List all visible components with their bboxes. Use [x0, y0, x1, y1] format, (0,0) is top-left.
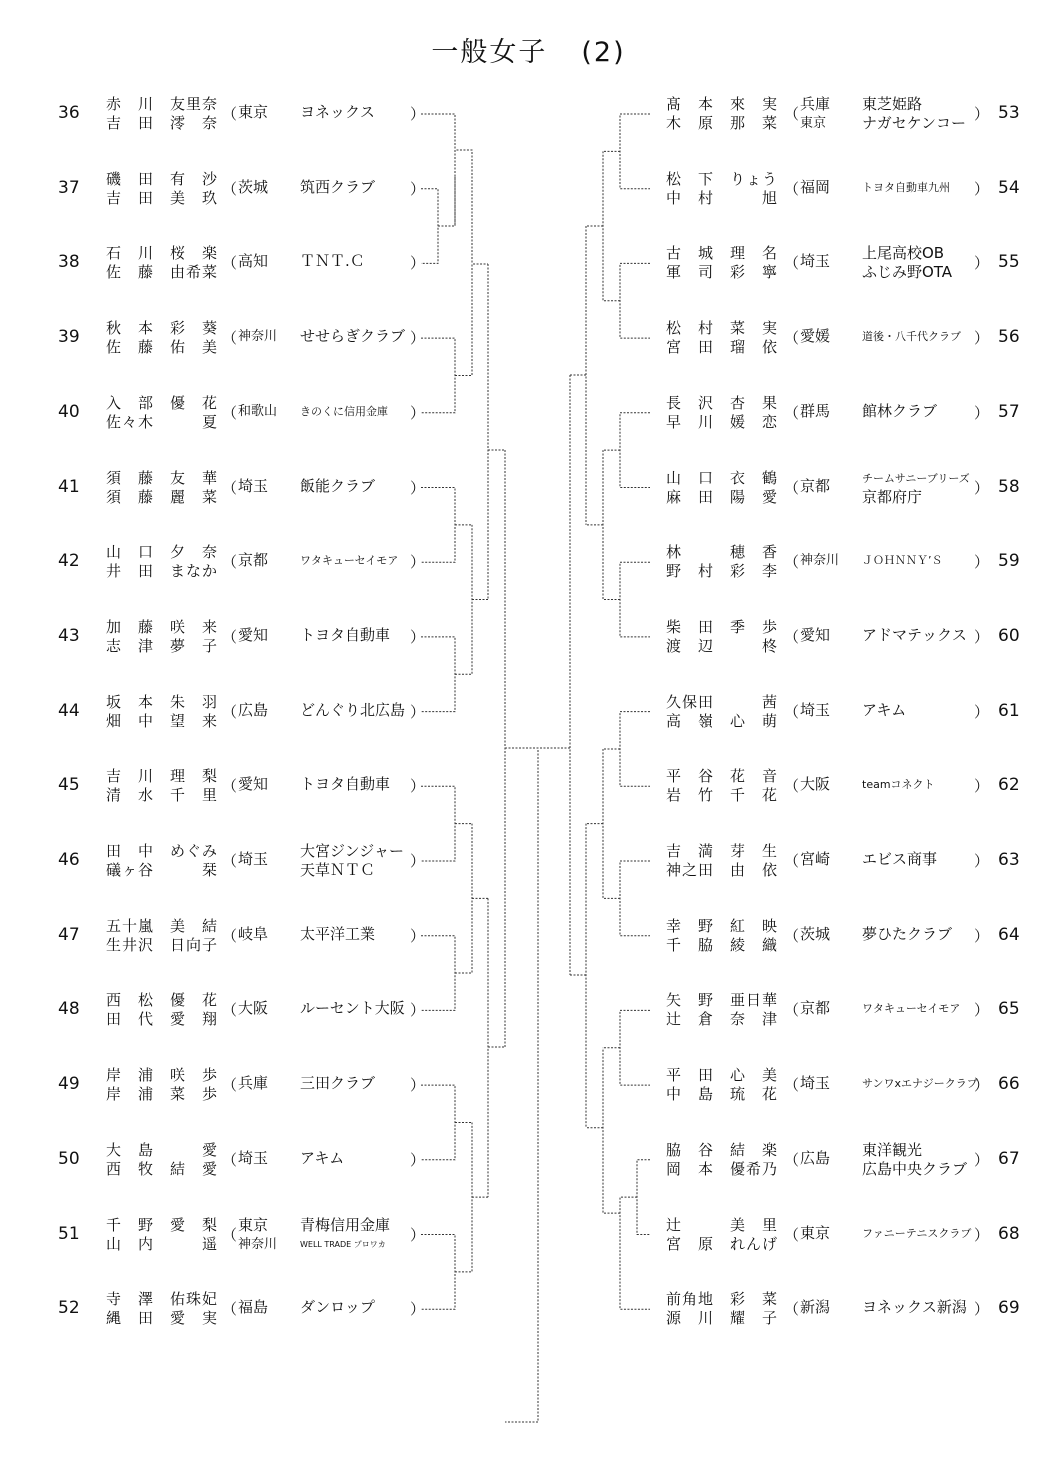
- player-name-1: 久保田 茜: [666, 692, 779, 711]
- paren-open: （: [784, 553, 800, 572]
- club-1: 飯能クラブ: [300, 476, 376, 495]
- player-name-2: 千 脇 綾 織: [666, 935, 779, 954]
- seed-number: 62: [998, 775, 1020, 796]
- prefecture-1: 広島: [238, 700, 269, 719]
- player-name-1: 千 野 愛 梨: [106, 1215, 219, 1234]
- player-name-2: 辻 倉 奈 津: [666, 1010, 779, 1029]
- club-1: エビス商事: [862, 850, 938, 868]
- bracket-l-37-38: [421, 189, 438, 264]
- paren-close: ）: [410, 179, 426, 198]
- paren-open: （: [222, 329, 238, 348]
- player-name-1: 田 中 めぐみ: [106, 842, 219, 860]
- player-name-2: 佐々木 夏: [106, 412, 219, 431]
- seed-number: 64: [998, 924, 1020, 945]
- paren-close: ）: [410, 403, 426, 422]
- club-1: 道後・八千代クラブ: [862, 330, 961, 344]
- paren-open: （: [222, 1076, 238, 1095]
- seed-number: 69: [998, 1298, 1020, 1319]
- paren-open: （: [222, 777, 238, 796]
- prefecture-1: 群馬: [800, 401, 831, 420]
- paren-open: （: [222, 627, 238, 646]
- bracket-l-s1: [488, 264, 505, 600]
- paren-close: ）: [410, 1300, 426, 1319]
- seed-number: 66: [998, 1074, 1020, 1095]
- player-name-1: 岸 浦 咲 歩: [106, 1066, 219, 1085]
- prefecture-1: 埼玉: [238, 1148, 269, 1167]
- paren-close: ）: [974, 777, 990, 796]
- prefecture-1: 高知: [238, 252, 269, 271]
- paren-open: （: [222, 254, 238, 273]
- club-1: せせらぎクラブ: [300, 327, 406, 346]
- prefecture-1: 愛知: [800, 625, 831, 644]
- bracket-r-57-58: [620, 413, 650, 488]
- club-2: 天草ＮＴＣ: [300, 861, 376, 879]
- player-name-1: 辻 美 里: [666, 1215, 779, 1234]
- bracket-r-final: [538, 375, 570, 975]
- player-name-1: 長 沢 杏 果: [666, 393, 779, 412]
- seed-number: 40: [58, 401, 80, 422]
- player-name-1: 坂 本 朱 羽: [106, 692, 219, 711]
- club-1: アキム: [300, 1148, 345, 1167]
- player-name-2: 中 村 旭: [666, 188, 779, 207]
- club-1: 筑西クラブ: [300, 177, 376, 196]
- player-name-1: 吉 満 芽 生: [666, 842, 779, 860]
- player-name-2: 源 川 耀 子: [666, 1309, 779, 1328]
- club-2: ふじみ野OTA: [862, 263, 953, 282]
- paren-open: （: [784, 1150, 800, 1169]
- player-name-2: 志 津 夢 子: [106, 636, 219, 655]
- paren-open: （: [784, 926, 800, 945]
- prefecture-1: 東京: [238, 1215, 269, 1234]
- bracket-r-s1: [570, 226, 586, 525]
- player-name-2: 軍 司 彩 寧: [666, 263, 779, 282]
- paren-close: ）: [410, 777, 426, 796]
- bracket-r-63-64: [620, 861, 650, 936]
- club-1: ダンロップ: [300, 1298, 375, 1317]
- paren-open: （: [222, 478, 238, 497]
- prefecture-1: 兵庫: [238, 1074, 269, 1093]
- player-name-2: 野 村 彩 李: [666, 562, 779, 581]
- paren-close: ）: [410, 852, 426, 870]
- player-name-1: 矢 野 亜日華: [666, 991, 779, 1010]
- prefecture-1: 埼玉: [238, 476, 269, 495]
- player-name-1: 五十嵐 美 結: [106, 916, 219, 935]
- club-2: ナガセケンコー: [862, 114, 966, 132]
- paren-open: （: [784, 254, 800, 273]
- player-name-2: 岸 浦 菜 歩: [106, 1085, 219, 1104]
- bracket-l-45-46: [421, 786, 455, 861]
- title-main: 一般女子: [431, 37, 548, 68]
- seed-number: 68: [998, 1223, 1020, 1244]
- bracket-r-65-66: [620, 1010, 650, 1085]
- bracket-r-59-60: [620, 562, 650, 637]
- prefecture-1: 福岡: [800, 177, 831, 196]
- seed-number: 36: [58, 103, 80, 123]
- seed-number: 45: [58, 775, 80, 796]
- club-1: チームサニーブリーズ: [862, 471, 970, 485]
- bracket-r-53-54: [620, 114, 650, 189]
- club-1: 夢ひたクラブ: [862, 924, 953, 943]
- paren-open: （: [784, 403, 800, 422]
- prefecture-1: 埼玉: [800, 1074, 831, 1093]
- bracket-l-39-40: [421, 338, 455, 413]
- seed-number: 54: [998, 177, 1020, 198]
- bracket-l-q1: [438, 150, 472, 264]
- bracket-r-69: [620, 1197, 650, 1309]
- player-name-2: 生井沢 日向子: [106, 935, 219, 954]
- club-1: 東洋観光: [862, 1140, 923, 1159]
- paren-open: （: [784, 852, 800, 870]
- bracket-l-q4: [455, 525, 488, 674]
- paren-open: （: [222, 852, 238, 870]
- paren-open: （: [784, 478, 800, 497]
- paren-close: ）: [410, 553, 426, 572]
- prefecture-1: 愛媛: [800, 327, 831, 346]
- bracket-l-s2: [488, 898, 505, 1197]
- bracket-r-q8: [586, 1048, 620, 1213]
- player-name-1: 平 田 心 美: [666, 1066, 779, 1085]
- player-name-2: 渡 辺 柊: [666, 636, 779, 655]
- prefecture-1: 東京: [238, 103, 269, 121]
- player-name-2: 吉 田 美 玖: [106, 188, 219, 207]
- player-name-2: 縄 田 愛 実: [106, 1309, 219, 1328]
- bracket-r-s2: [570, 824, 586, 1128]
- prefecture-1: 愛知: [238, 625, 269, 644]
- seed-number: 44: [58, 700, 80, 721]
- paren-close: ）: [410, 702, 426, 721]
- seed-number: 60: [998, 625, 1020, 646]
- club-2: 京都府庁: [862, 487, 923, 506]
- paren-open: （: [784, 1076, 800, 1095]
- prefecture-2: 神奈川: [238, 1236, 278, 1252]
- club-1: サンワxエナジークラブ: [862, 1077, 978, 1091]
- player-name-2: 清 水 千 里: [106, 786, 219, 805]
- paren-open: （: [784, 702, 800, 721]
- prefecture-1: 京都: [800, 999, 831, 1018]
- player-name-1: 古 城 理 名: [666, 244, 779, 263]
- bracket-l-49-50: [421, 1085, 455, 1160]
- paren-open: （: [222, 105, 238, 123]
- player-name-2: 岡 本 優希乃: [666, 1159, 779, 1178]
- player-name-2: 麻 田 陽 愛: [666, 487, 779, 506]
- prefecture-1: 福島: [238, 1298, 269, 1317]
- player-name-1: 松 下 りょう: [666, 169, 779, 188]
- paren-close: ）: [410, 478, 426, 497]
- club-1: 太平洋工業: [300, 924, 376, 943]
- prefecture-1: 東京: [800, 1223, 831, 1242]
- paren-open: （: [222, 1225, 238, 1244]
- bracket-l-q6: [455, 824, 488, 973]
- club-1: ワタキューセイモア: [862, 1002, 961, 1016]
- seed-number: 56: [998, 327, 1020, 348]
- paren-close: ）: [974, 1225, 990, 1244]
- seed-number: 37: [58, 177, 80, 198]
- player-name-2: 中 島 琉 花: [666, 1085, 779, 1104]
- club-1: ワタキューセイモア: [300, 554, 399, 568]
- paren-close: ）: [974, 179, 990, 198]
- prefecture-1: 大阪: [238, 999, 269, 1018]
- club-1: 東芝姫路: [862, 95, 923, 113]
- seed-number: 47: [58, 924, 80, 945]
- prefecture-1: 茨城: [800, 924, 831, 943]
- paren-close: ）: [974, 254, 990, 273]
- prefecture-1: 京都: [800, 476, 831, 495]
- player-name-2: 高 嶺 心 萌: [666, 711, 779, 730]
- player-name-1: 加 藤 咲 来: [106, 617, 219, 636]
- paren-close: ）: [974, 403, 990, 422]
- paren-open: （: [784, 105, 800, 123]
- club-1: トヨタ自動車九州: [862, 180, 950, 194]
- prefecture-1: 広島: [800, 1148, 831, 1167]
- prefecture-1: 埼玉: [800, 252, 831, 271]
- bracket-r-q4: [586, 450, 620, 599]
- club-2: WELL TRADE プロワカ: [300, 1239, 386, 1249]
- seed-number: 46: [58, 850, 80, 870]
- paren-close: ）: [974, 926, 990, 945]
- club-1: トヨタ自動車: [300, 625, 391, 644]
- paren-close: ）: [410, 329, 426, 348]
- bracket-l-q8: [455, 1122, 488, 1271]
- paren-open: （: [784, 1300, 800, 1319]
- player-name-1: 髙 本 來 実: [666, 95, 779, 113]
- paren-open: （: [222, 1300, 238, 1319]
- paren-close: ）: [974, 1300, 990, 1319]
- club-1: ＪＯＨＮＮＹ’Ｓ: [862, 554, 943, 568]
- paren-open: （: [784, 179, 800, 198]
- bracket-l-43-44: [421, 637, 455, 712]
- player-name-2: 佐 藤 佑 美: [106, 338, 219, 357]
- seed-number: 67: [998, 1148, 1020, 1169]
- club-1: ヨネックス新潟: [862, 1298, 967, 1317]
- seed-number: 55: [998, 252, 1020, 273]
- bracket-r-q6: [586, 749, 620, 898]
- paren-open: （: [222, 702, 238, 721]
- club-1: 大宮ジンジャー: [300, 842, 404, 860]
- paren-close: ）: [974, 702, 990, 721]
- paren-open: （: [222, 926, 238, 945]
- seed-number: 57: [998, 401, 1020, 422]
- player-name-1: 入 部 優 花: [106, 393, 219, 412]
- seed-number: 42: [58, 551, 80, 572]
- seed-number: 52: [58, 1298, 80, 1319]
- prefecture-1: 京都: [238, 551, 269, 570]
- paren-open: （: [222, 1001, 238, 1020]
- player-name-2: 佐 藤 由希菜: [106, 263, 219, 282]
- prefecture-1: 埼玉: [800, 700, 831, 719]
- player-name-2: 早 川 媛 恋: [666, 412, 779, 431]
- bracket-r-67-68: [637, 1160, 650, 1235]
- club-1: 青梅信用金庫: [300, 1215, 391, 1234]
- prefecture-1: 新潟: [800, 1298, 831, 1317]
- prefecture-1: 大阪: [800, 775, 831, 794]
- player-name-2: 宮 田 瑠 依: [666, 338, 779, 357]
- paren-open: （: [784, 1225, 800, 1244]
- bracket-l-51-52: [421, 1235, 455, 1310]
- seed-number: 41: [58, 476, 80, 497]
- prefecture-1: 兵庫: [800, 95, 831, 113]
- club-1: きのくに信用金庫: [300, 404, 388, 418]
- player-name-1: 松 村 菜 実: [666, 319, 779, 338]
- player-name-1: 前角地 彩 菜: [666, 1290, 779, 1309]
- prefecture-1: 茨城: [238, 177, 269, 196]
- seed-number: 49: [58, 1074, 80, 1095]
- paren-close: ）: [410, 1076, 426, 1095]
- club-1: アキム: [862, 700, 907, 719]
- paren-close: ）: [974, 852, 990, 870]
- paren-close: ）: [974, 1001, 990, 1020]
- paren-close: ）: [410, 1150, 426, 1169]
- club-1: アドマテックス: [862, 625, 967, 644]
- club-1: teamコネクト: [862, 778, 935, 792]
- seed-number: 58: [998, 476, 1020, 497]
- seed-number: 50: [58, 1148, 80, 1169]
- player-name-1: 秋 本 彩 葵: [106, 319, 219, 338]
- bracket-r-q2: [586, 151, 620, 300]
- player-name-2: 西 牧 結 愛: [106, 1159, 219, 1178]
- paren-close: ）: [410, 254, 426, 273]
- club-1: ＴＮＴ.Ｃ: [300, 252, 365, 271]
- paren-close: ）: [974, 1076, 990, 1095]
- player-name-2: 木 原 那 菜: [666, 114, 779, 132]
- player-name-1: 幸 野 紅 映: [666, 916, 779, 935]
- player-name-2: 田 代 愛 翔: [106, 1010, 219, 1029]
- paren-close: ）: [410, 926, 426, 945]
- player-name-2: 井 田 まなか: [106, 562, 219, 581]
- player-name-1: 林 穂 香: [666, 543, 779, 562]
- prefecture-2: 東京: [800, 116, 827, 131]
- club-1: どんぐり北広島: [300, 700, 406, 719]
- bracket-l-41-42: [421, 488, 455, 563]
- player-name-1: 赤 川 友里奈: [106, 95, 219, 113]
- paren-close: ）: [974, 329, 990, 348]
- player-name-1: 吉 川 理 梨: [106, 767, 219, 786]
- prefecture-1: 宮崎: [800, 850, 831, 868]
- seed-number: 65: [998, 999, 1020, 1020]
- seed-number: 43: [58, 625, 80, 646]
- player-name-2: 山 内 遥: [106, 1234, 219, 1253]
- paren-open: （: [784, 1001, 800, 1020]
- player-name-1: 脇 谷 結 楽: [666, 1140, 779, 1159]
- bracket-l-36: [421, 114, 455, 177]
- club-1: 館林クラブ: [862, 401, 938, 420]
- paren-open: （: [784, 777, 800, 796]
- club-1: ルーセント大阪: [300, 999, 405, 1018]
- club-1: 上尾高校OB: [862, 244, 945, 263]
- player-name-1: 大 島 愛: [106, 1140, 219, 1159]
- club-1: トヨタ自動車: [300, 775, 391, 794]
- paren-close: ）: [974, 478, 990, 497]
- club-2: 広島中央クラブ: [862, 1159, 968, 1178]
- club-1: ヨネックス: [300, 103, 375, 121]
- paren-open: （: [784, 627, 800, 646]
- player-name-2: 吉 田 澪 奈: [106, 114, 219, 132]
- seed-number: 63: [998, 850, 1020, 870]
- player-name-1: 山 口 衣 鶴: [666, 468, 779, 487]
- player-name-1: 柴 田 季 歩: [666, 617, 779, 636]
- prefecture-1: 愛知: [238, 775, 269, 794]
- paren-close: ）: [410, 105, 426, 123]
- bracket-l-final: [505, 450, 538, 1422]
- prefecture-1: 神奈川: [800, 553, 840, 569]
- paren-close: ）: [974, 1150, 990, 1169]
- player-name-2: 畑 中 望 来: [106, 711, 219, 730]
- prefecture-1: 埼玉: [238, 850, 269, 868]
- player-name-1: 寺 澤 佑珠妃: [106, 1290, 219, 1309]
- player-name-1: 須 藤 友 華: [106, 468, 219, 487]
- paren-open: （: [222, 1150, 238, 1169]
- prefecture-1: 岐阜: [238, 924, 269, 943]
- player-name-2: 神之田 由 依: [666, 861, 779, 879]
- bracket-r-55-56: [620, 263, 650, 338]
- seed-number: 53: [998, 103, 1020, 123]
- player-name-2: 岩 竹 千 花: [666, 786, 779, 805]
- club-1: 三田クラブ: [300, 1074, 376, 1093]
- title-sub: (2): [581, 37, 626, 68]
- player-name-1: 西 松 優 花: [106, 991, 219, 1010]
- seed-number: 59: [998, 551, 1020, 572]
- paren-close: ）: [974, 553, 990, 572]
- seed-number: 38: [58, 252, 80, 273]
- paren-open: （: [222, 179, 238, 198]
- bracket-r-61-62: [620, 712, 650, 787]
- paren-open: （: [784, 329, 800, 348]
- paren-close: ）: [410, 627, 426, 646]
- seed-number: 39: [58, 327, 80, 348]
- player-name-2: 礒ヶ谷 栞: [106, 861, 219, 879]
- bracket-l-47-48: [421, 936, 455, 1011]
- prefecture-1: 和歌山: [238, 403, 278, 419]
- paren-open: （: [222, 553, 238, 572]
- paren-close: ）: [410, 1001, 426, 1020]
- bracket-l-q2: [455, 264, 488, 375]
- paren-open: （: [222, 403, 238, 422]
- player-name-1: 石 川 桜 楽: [106, 244, 219, 263]
- prefecture-1: 神奈川: [238, 329, 278, 345]
- player-name-1: 磯 田 有 沙: [106, 169, 219, 188]
- player-name-1: 平 谷 花 音: [666, 767, 779, 786]
- club-1: ファニーテニスクラブ: [862, 1226, 972, 1240]
- player-name-2: 宮 原 れんげ: [666, 1234, 779, 1253]
- seed-number: 61: [998, 700, 1020, 721]
- paren-close: ）: [410, 1225, 426, 1244]
- paren-close: ）: [974, 627, 990, 646]
- player-name-2: 須 藤 麗 菜: [106, 487, 219, 506]
- paren-close: ）: [974, 105, 990, 123]
- seed-number: 51: [58, 1223, 80, 1244]
- player-name-1: 山 口 夕 奈: [106, 543, 219, 562]
- seed-number: 48: [58, 999, 80, 1020]
